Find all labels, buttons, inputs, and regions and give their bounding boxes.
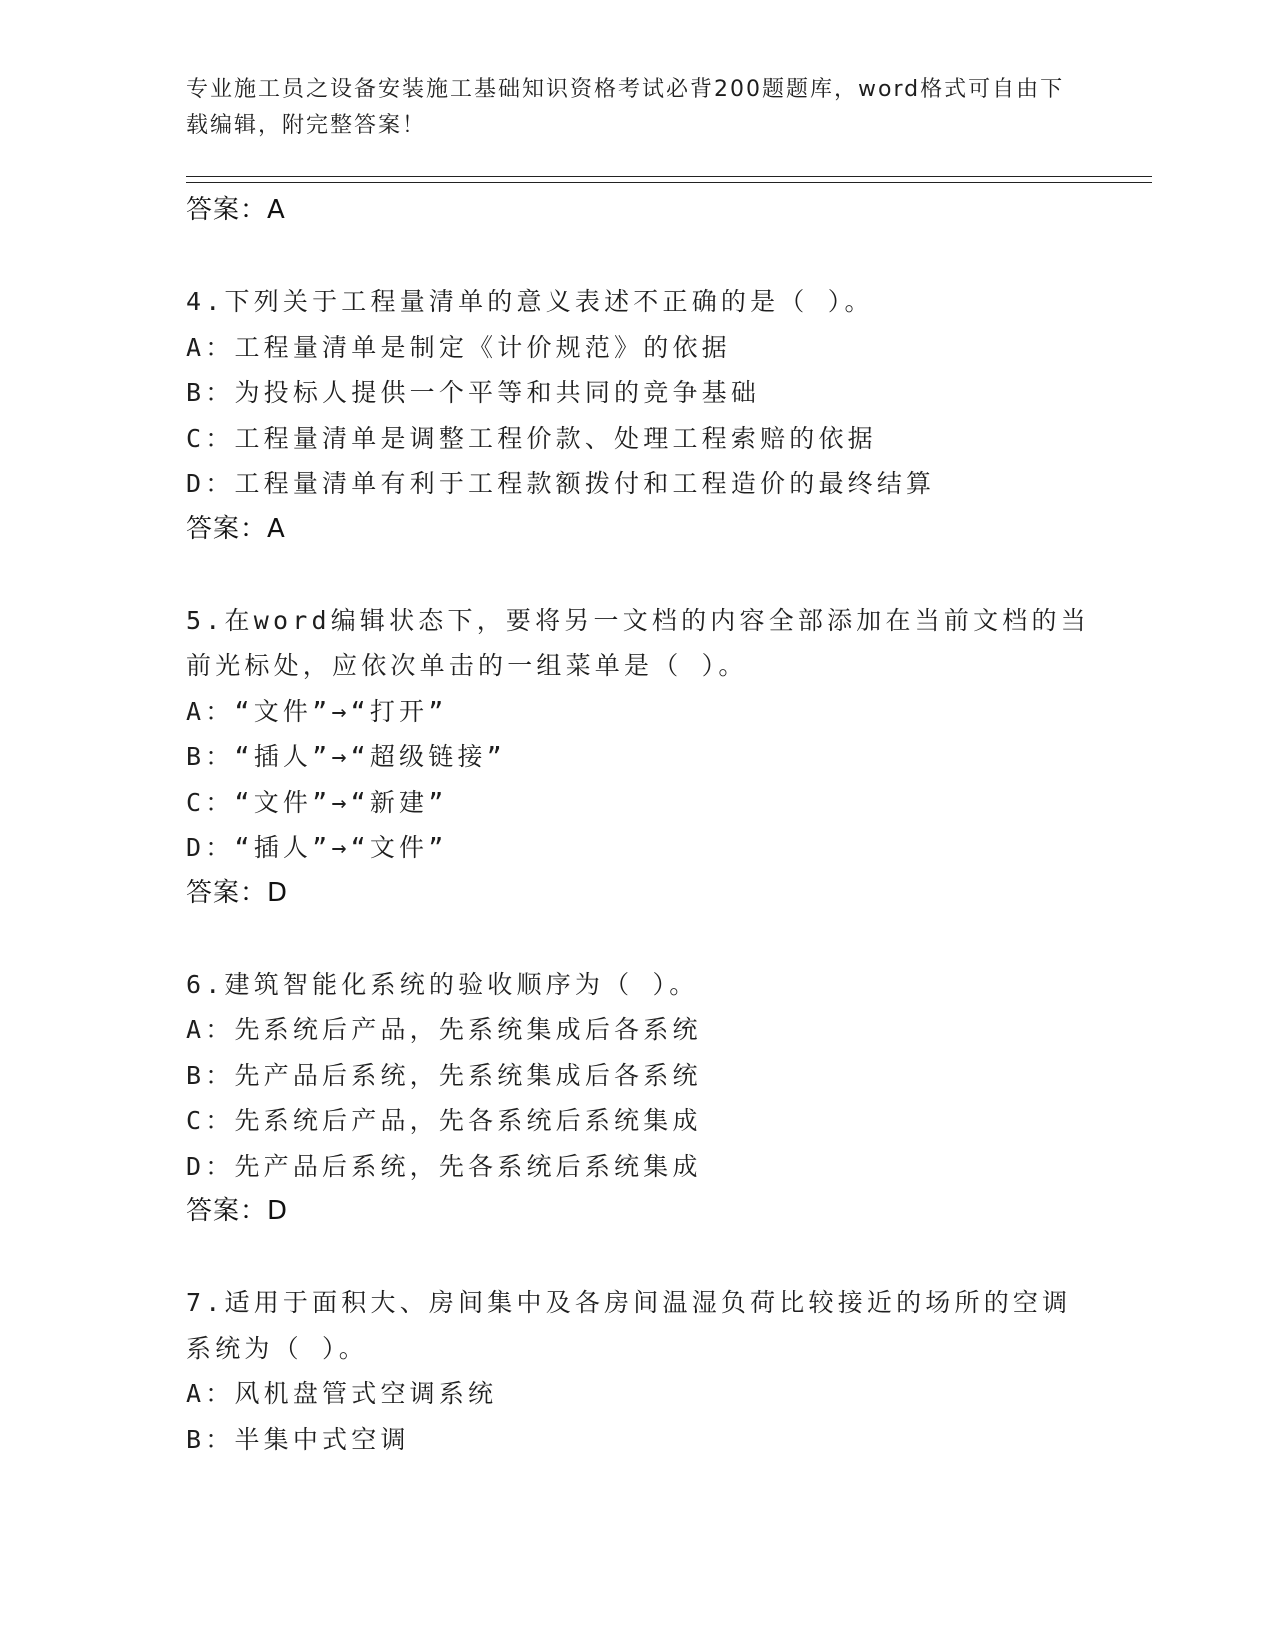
spacer	[186, 552, 1146, 598]
spacer	[186, 916, 1146, 962]
question-7-line2: 系统为（ ）。	[186, 1333, 368, 1363]
question-5-line2: 前光标处，应依次单击的一组菜单是（ ）。	[186, 651, 748, 680]
option-6b: B：先产品后系统，先系统集成后各系统	[186, 1060, 702, 1090]
option-5d: D：“插人”→“文件”	[186, 833, 448, 862]
option-5a: A：“文件”→“打开”	[186, 696, 448, 726]
option-4b: B：为投标人提供一个平等和共同的竞争基础	[186, 378, 761, 407]
option-4a: A：工程量清单是制定《计价规范》的依据	[186, 332, 731, 362]
header-divider	[186, 176, 1152, 177]
answer-q4: 答案：A	[186, 513, 286, 544]
answer-q5: 答案：D	[186, 877, 289, 908]
option-4c: C：工程量清单是调整工程价款、处理工程索赔的依据	[186, 423, 877, 453]
question-list	[186, 188, 1146, 1462]
spacer	[186, 1235, 1146, 1281]
option-5b: B：“插人”→“超级链接”	[186, 742, 506, 771]
option-6d: D：先产品后系统，先各系统后系统集成	[186, 1151, 702, 1181]
option-7a: A：风机盘管式空调系统	[186, 1379, 498, 1408]
header-divider-thin	[186, 182, 1152, 183]
option-6a: A：先系统后产品，先系统集成后各系统	[186, 1015, 702, 1044]
option-4d: D：工程量清单有利于工程款额拨付和工程造价的最终结算	[186, 469, 936, 498]
option-5c: C：“文件”→“新建”	[186, 787, 448, 817]
spacer	[186, 234, 1146, 280]
question-6: 6.建筑智能化系统的验收顺序为（ ）。	[186, 969, 699, 999]
question-7-line1: 7.适用于面积大、房间集中及各房间温湿负荷比较接近的场所的空调	[186, 1288, 1072, 1317]
option-6c: C：先系统后产品，先各系统后系统集成	[186, 1106, 702, 1135]
question-5-line1: 5.在word编辑状态下，要将另一文档的内容全部添加在当前文档的当	[186, 605, 1090, 635]
question-4: 4.下列关于工程量清单的意义表述不正确的是（ ）。	[186, 287, 874, 316]
option-7b: B：半集中式空调	[186, 1424, 410, 1454]
document-header: 专业施工员之设备安装施工基础知识资格考试必背200题题库，word格式可自由下载编辑，附完整答案！	[186, 77, 1065, 138]
answer-q3: 答案：A	[186, 195, 286, 225]
answer-q6: 答案：D	[186, 1196, 289, 1226]
